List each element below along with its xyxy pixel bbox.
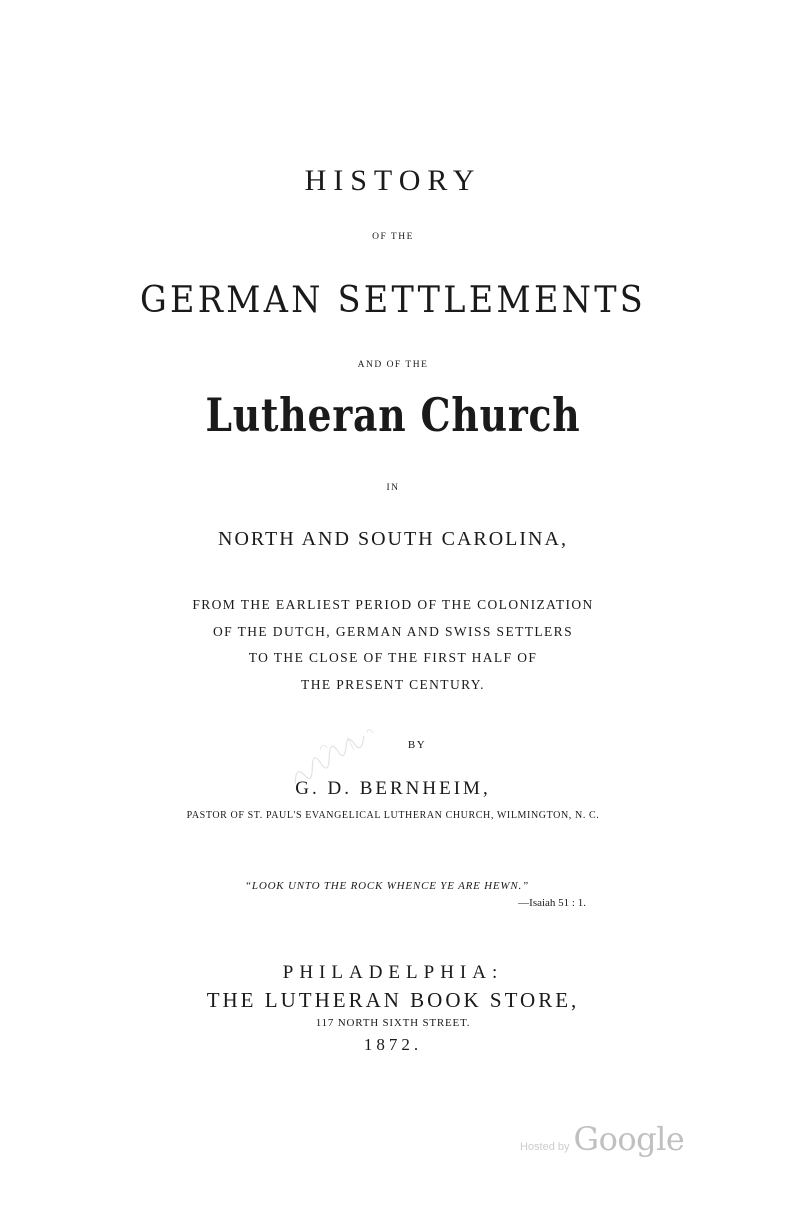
epigraph-quote: “LOOK UNTO THE ROCK WHENCE YE ARE HEWN.” [244, 880, 530, 892]
publication-year: 1872. [363, 1035, 423, 1054]
period-line: THE PRESENT CENTURY. [301, 677, 485, 692]
period-line: OF THE DUTCH, GERMAN AND SWISS SETTLERS [213, 624, 573, 639]
title-history: HISTORY [304, 164, 482, 197]
publisher-name: THE LUTHERAN BOOK STORE, [206, 988, 580, 1012]
title-german-settlements: GERMAN SETTLEMENTS [139, 280, 646, 321]
hosted-by-label: Hosted by [520, 1141, 570, 1153]
author-name: G. D. BERNHEIM, [295, 778, 491, 799]
connector-and-of-the: AND OF THE [357, 360, 429, 370]
by-line: BY [407, 739, 427, 751]
epigraph-citation: —Isaiah 51 : 1. [518, 897, 586, 909]
period-line: TO THE CLOSE OF THE FIRST HALF OF [248, 650, 538, 665]
google-watermark [520, 1120, 700, 1160]
connector-in: IN [386, 483, 400, 493]
publisher-city: PHILADELPHIA: [282, 962, 504, 983]
google-logo: Google [573, 1120, 685, 1158]
period-line: FROM THE EARLIEST PERIOD OF THE COLONIZATION [192, 597, 594, 612]
title-lutheran-church: Lutheran Church [205, 388, 581, 442]
connector-of-the: OF THE [372, 232, 414, 242]
publisher-address: 117 NORTH SIXTH STREET. [315, 1017, 471, 1029]
title-carolina: NORTH AND SOUTH CAROLINA, [218, 528, 568, 550]
author-affiliation: PASTOR OF ST. PAUL'S EVANGELICAL LUTHERAN CHURCH, WILMINGTON, N. C. [186, 810, 600, 821]
